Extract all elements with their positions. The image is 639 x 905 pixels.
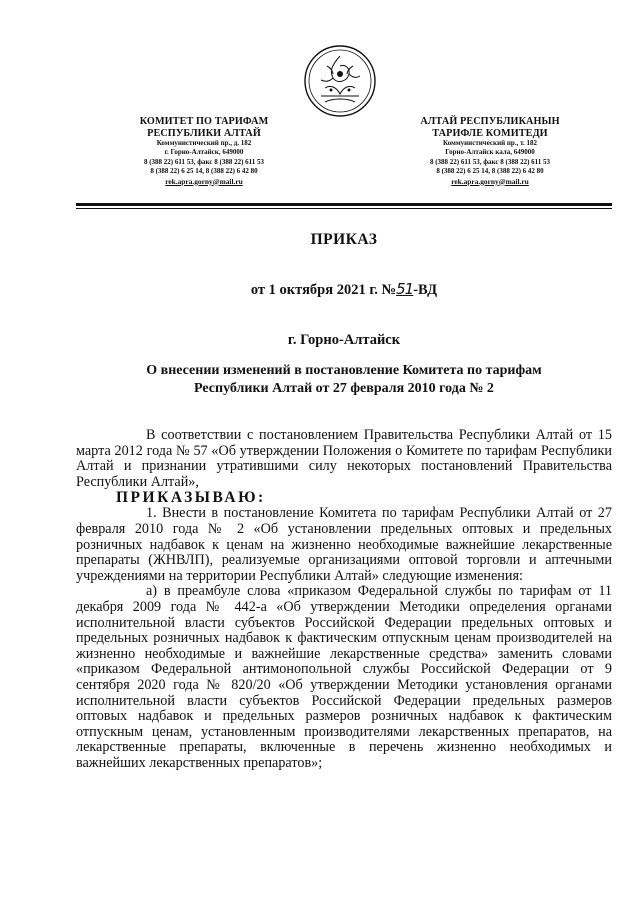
phone-alt-line2: 8 (388 22) 6 25 14, 8 (388 22) 6 42 80 — [436, 167, 544, 176]
phone-alt-line1: 8 (388 22) 611 53, факс 8 (388 22) 611 53 — [429, 157, 551, 166]
address-ru-line1: Коммунистический пр., д. 182 — [156, 139, 252, 147]
item-1a: а) в преамбуле слова «приказом Федеральной службы по тарифам от 11 декабря 2009 года № 442-а «Об утверждении Методики определения органами исполнительной власти субъектов Российской Федерации предельных оптовых и предельных розничных надбавок к фактическим отпускным ценам производителей на жизненно необходимые и важнейшие лекарственные средства» заменить словами «приказом Федеральной антимонопольной службы Российской Федерации от 9 сентября 2020 года № 820/20 «Об утверждении Методики установления органами исполнительной власти субъектов Российской Федерации предельных размеров оптовых надбавок и предельных размеров розничных надбавок к фактическим отпускным ценам, установленным производителями лекарственных препаратов, на лекарственные препараты, включенные в перечень жизненно необходимых и важнейших лекарственных препаратов»; — [76, 583, 612, 771]
address-ru-line2: г. Горно-Алтайск, 649000 — [164, 148, 244, 157]
handwritten-number: 51 — [396, 280, 414, 298]
intro-paragraph: В соответствии с постановлением Правительства Республики Алтай от 15 марта 2012 года № 57 «Об утверждении Положения о Комитете по тарифам Республики Алтай и признании утратившими силу некоторых постановлений Правительства Республики Алтай», — [76, 427, 612, 490]
emblem-seal — [303, 44, 377, 118]
phone-ru-line1: 8 (388 22) 611 53, факс 8 (388 22) 611 53 — [143, 157, 265, 166]
date-prefix: от 1 октября 2021 г. № — [250, 282, 397, 298]
item-1: 1. Внести в постановление Комитета по тарифам Республики Алтай от 27 февраля 2010 года № 2 «Об установлении предельных оптовых и предельных розничных надбавок к ценам на жизненно необходимые важнейшие лекарственные препараты (ЖНВЛП), реализуемые организациями оптовой торговли и аптечными учреждениями на территории Республики Алтай» следующие изменения: — [76, 505, 612, 584]
order-word: ПРИКАЗЫВАЮ: — [116, 489, 266, 507]
subject-line1: О внесении изменений в постановление Комитета по тарифам — [146, 363, 542, 378]
document-date-number — [76, 280, 612, 299]
document-subject — [76, 362, 612, 398]
header-divider-thick — [76, 203, 612, 206]
subject-line2: Республики Алтай от 27 февраля 2010 года № 2 — [194, 381, 494, 396]
header-left-block — [109, 116, 299, 187]
document-title: ПРИКАЗ — [310, 231, 378, 248]
phone-ru-line2: 8 (388 22) 6 25 14, 8 (388 22) 6 42 80 — [150, 167, 258, 176]
org-name-alt-line2: ТАРИФЛЕ КОМИТЕДИ — [432, 127, 548, 139]
org-name-ru-line1: КОМИТЕТ ПО ТАРИФАМ — [139, 116, 269, 127]
email-alt[interactable]: rek.apra.gorny@mail.ru — [451, 176, 529, 186]
document-body — [76, 428, 612, 771]
address-alt-line1: Коммунистический пр., т. 182 — [443, 139, 537, 147]
document-city: г. Горно-Алтайск — [287, 332, 401, 348]
org-name-alt-line1: АЛТАЙ РЕСПУБЛИКАНЫН — [420, 116, 560, 127]
org-name-ru-line2: РЕСПУБЛИКИ АЛТАЙ — [147, 127, 261, 139]
email-ru[interactable]: rek.apra.gorny@mail.ru — [165, 176, 243, 186]
header-right-block — [395, 116, 585, 187]
header-divider-thin — [76, 208, 612, 209]
address-alt-line2: Горно-Алтайск кала, 649000 — [445, 148, 535, 157]
number-suffix: -ВД — [413, 282, 438, 298]
